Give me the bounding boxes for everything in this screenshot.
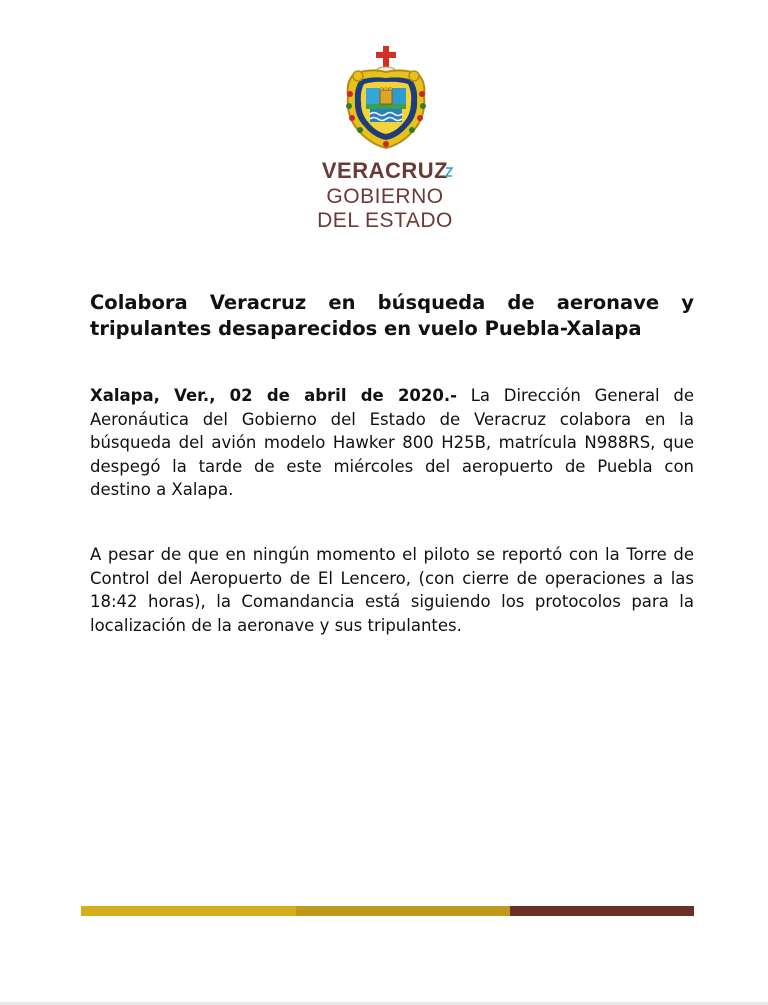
brand-line-gobierno: GOBIERNO: [326, 185, 444, 208]
press-release-paragraph-1: [90, 384, 694, 502]
dateline: Xalapa, Ver., 02 de abril de 2020.-: [90, 386, 457, 405]
brand-accent-mark-icon: [445, 167, 453, 177]
press-release-headline: Colabora Veracruz en búsqueda de aeronave y tripulantes desaparecidos en vuelo Puebla-Xalapa: [90, 291, 694, 340]
veracruz-coat-of-arms-logo: [340, 44, 432, 152]
press-release-paragraph-2: A pesar de que en ningún momento el piloto se reportó con la Torre de Control del Aeropuerto de El Lencero, (con cierre de operaciones a las 18:42 horas), la Comandancia está siguiendo los protocolos para la localización de la aeronave y sus tripulantes.: [90, 545, 694, 635]
footer-bar-gold-segment: [81, 906, 296, 916]
brand-line-veracruz: VERACRUZ: [321, 158, 449, 183]
footer-bar-ochre-segment: [296, 906, 510, 916]
brand-line-del-estado: DEL ESTADO: [317, 209, 453, 232]
paragraph-1-body: La Dirección General de Aeronáutica del Gobierno del Estado de Veracruz colabora en la búsqueda del avión modelo Hawker 800 H25B, matrícula N988RS, que despegó la tarde de este miércoles del aeropuerto de Puebla con destino a Xalapa.: [90, 386, 694, 499]
footer-bar-maroon-segment: [510, 906, 694, 916]
